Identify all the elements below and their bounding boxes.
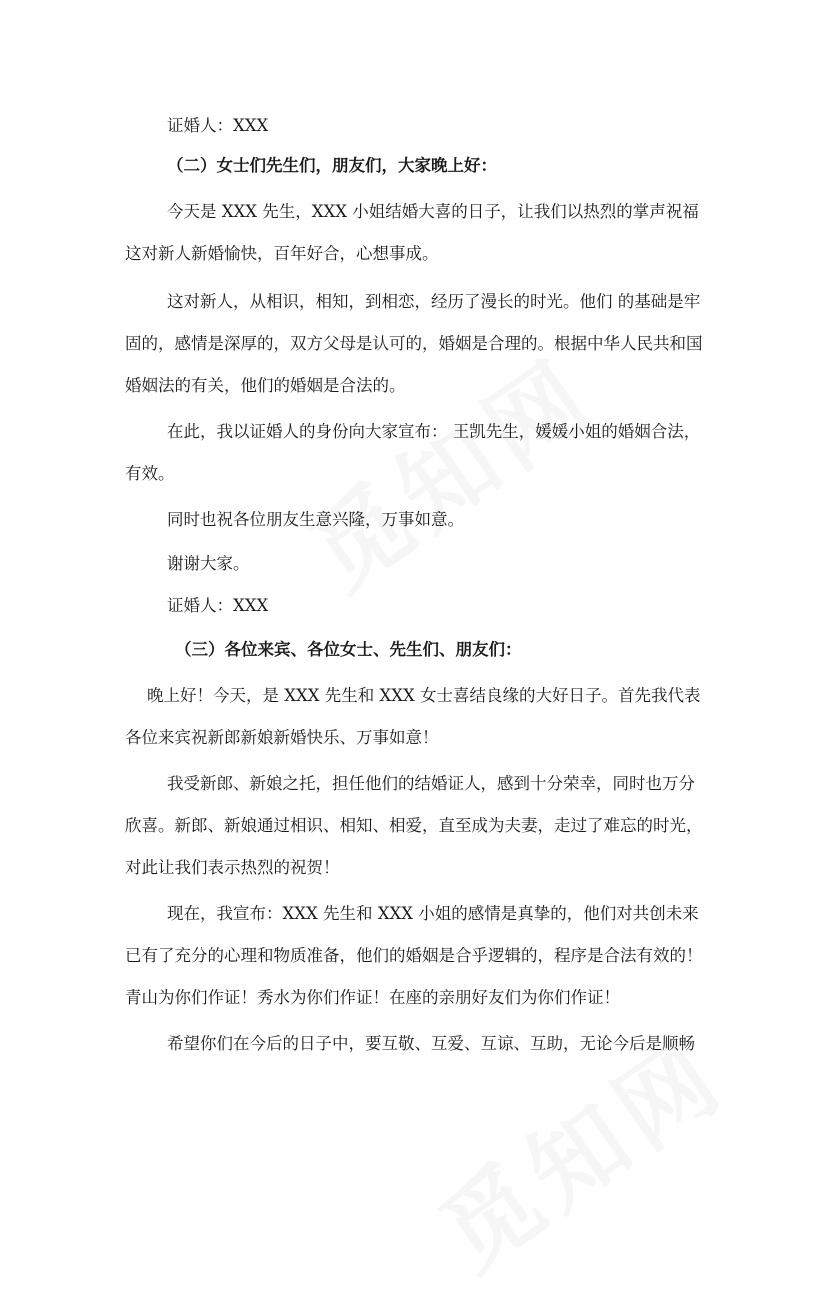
watermark: [279, 321, 618, 616]
paragraph-line: 欣喜。新郎、新娘通过相识、相知、相爱，直至成为夫妻，走过了难忘的时光，: [125, 816, 703, 835]
section-heading: （三）各位来宾、各位女士、先生们、朋友们：: [175, 640, 522, 659]
paragraph-line: 同时也祝各位朋友生意兴隆，万事如意。: [167, 510, 464, 529]
paragraph-line: 这对新人新婚愉快，百年好合，心想事成。: [125, 244, 439, 263]
signature-line: 证婚人：XXX: [167, 596, 269, 615]
paragraph-line: 各位来宾祝新郎新娘新婚快乐、万事如意！: [125, 728, 439, 747]
paragraph-line: 现在，我宣布：XXX 先生和 XXX 小姐的感情是真挚的，他们对共创未来: [167, 904, 699, 923]
paragraph-line: 已有了充分的心理和物质准备，他们的婚姻是合乎逻辑的，程序是合法有效的！: [125, 946, 703, 965]
paragraph-line: 婚姻法的有关，他们的婚姻是合法的。: [125, 376, 406, 395]
paragraph-line: 谢谢大家。: [167, 554, 250, 573]
paragraph-line: 晚上好！今天，是 XXX 先生和 XXX 女士喜结良缘的大好日子。首先我代表: [147, 686, 701, 705]
signature-line: 证婚人：XXX: [167, 116, 269, 135]
paragraph-line: 希望你们在今后的日子中，要互敬、互爱、互谅、互助，无论今后是顺畅: [167, 1034, 695, 1053]
paragraph-line: 我受新郎、新娘之托，担任他们的结婚证人，感到十分荣幸，同时也万分: [167, 774, 695, 793]
paragraph-line: 对此让我们表示热烈的祝贺！: [125, 858, 340, 877]
paragraph-line: 这对新人，从相识，相知，到相恋，经历了漫长的时光。他们 的基础是牢: [167, 292, 701, 311]
paragraph-line: 固的，感情是深厚的，双方父母是认可的，婚姻是合理的。根据中华人民共和国: [125, 334, 703, 353]
paragraph-line: 在此，我以证婚人的身份向大家宣布： 王凯先生，媛媛小姐的婚姻合法，: [167, 422, 701, 441]
paragraph-line: 今天是 XXX 先生，XXX 小姐结婚大喜的日子，让我们以热烈的掌声祝福: [167, 202, 699, 221]
section-heading: （二）女士们先生们，朋友们，大家晚上好：: [167, 156, 497, 175]
paragraph-line: 有效。: [125, 464, 175, 483]
paragraph-line: 青山为你们作证！秀水为你们作证！在座的亲朋好友们为你们作证！: [125, 988, 620, 1007]
